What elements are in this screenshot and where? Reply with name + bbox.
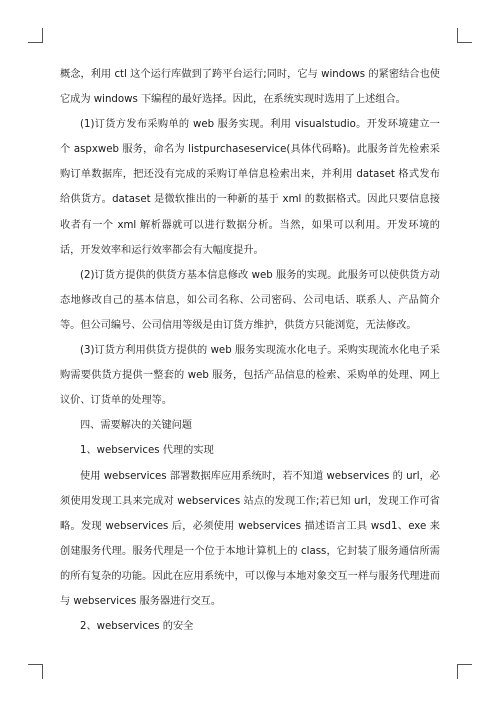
corner-mark-bottom-left [28, 664, 43, 679]
paragraph-item-1: (1)订货方发布采购单的 web 服务实现。利用 visualstudio。开发环境建立一个 aspxweb 服务，命名为 listpurchaseservice(具体代码略)。此服务首先检索采购订单数据库，把还没有完成的采购订单信息检索出来，并利用 dataset 格式发布给供货方。dataset 是微软推出的一种新的基于 xml 的数据格式。因此只要信息接收者有一个 xml 解析器就可以进行数据分析。当然，如果可以利用。开发环境的话，开发效率和运行效率都会有大幅度提升。 [60, 119, 440, 256]
subheading-security: 2、webservices 的安全 [80, 621, 194, 633]
corner-mark-top-right [457, 28, 472, 43]
paragraph-intro-continued: 概念，利用 ctl 这个运行库做到了跨平台运行;同时，它与 windows 的紧密结合也使它成为 windows 下编程的最好选择。因此，在系统实现时选用了上述组合。 [60, 69, 440, 106]
paragraph-proxy-body: 使用 webservices 部署数据库应用系统时，若不知道 webservices 的 url，必须使用发现工具来完成对 webservices 站点的发现工作;若已知 url，发现工作可省略。发现 webservices 后，必须使用 webservices 描述语言工具 wsd1、exe 来创建服务代理。服务代理是一个位于本地计算机上的 class，它封装了服务通信所需的所有复杂的功能。因此在应用系统中，可以像与本地对象交互一样与服务代理进而与 webservices 服务器进行交互。 [60, 470, 440, 607]
corner-mark-top-left [28, 28, 43, 43]
document-body [60, 62, 440, 639]
paragraph-item-3: (3)订货方利用供货方提供的 web 服务实现流水化电子。采购实现流水化电子采购需要供货方提供一整套的 web 服务，包括产品信息的检索、采购单的处理、网上议价、订货单的处理等。 [60, 345, 440, 407]
corner-mark-bottom-right [457, 664, 472, 679]
paragraph-item-2: (2)订货方提供的供货方基本信息修改 web 服务的实现。此服务可以使供货方动态地修改自己的基本信息，如公司名称、公司密码、公司电话、联系人、产品简介等。但公司编号、公司信用等级是由订货方维护，供货方只能浏览，无法修改。 [60, 269, 440, 331]
section-heading-key-issues: 四、需要解决的关键问题 [80, 420, 193, 432]
subheading-proxy: 1、webservices 代理的实现 [80, 445, 214, 457]
